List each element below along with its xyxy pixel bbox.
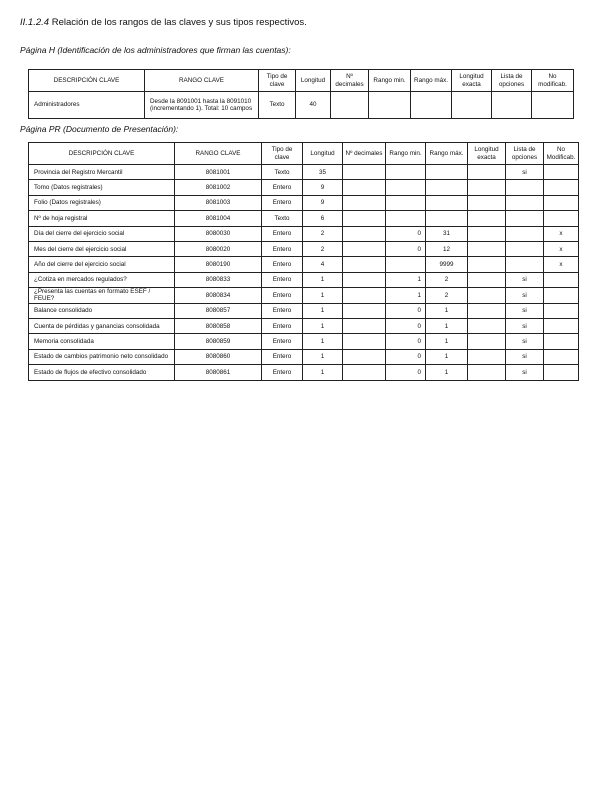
table-cell: 4 [303,257,343,272]
table-cell [386,180,426,195]
table-cell [468,180,506,195]
table-cell [544,165,579,180]
table-cell: 8080834 [175,288,262,303]
table-cell [506,226,544,241]
table-cell: 1 [426,318,468,333]
table-cell: si [506,303,544,318]
table-cell: Estado de flujos de efectivo consolidado [29,365,175,380]
table-cell: 0 [386,318,426,333]
column-header: No modificab. [532,70,574,92]
table-cell: si [506,165,544,180]
table-row [29,257,579,272]
table-cell: 35 [303,165,343,180]
column-header: Nº decimales [331,70,369,92]
table-cell: si [506,365,544,380]
table-cell: Provincia del Registro Mercantil [29,165,175,180]
table-cell: 1 [303,334,343,349]
table-cell [343,334,386,349]
page-h-caption: Página H (Identificación de los administradores que firman las cuentas): [20,45,291,55]
table-cell [426,180,468,195]
table-cell: Entero [262,226,303,241]
table-cell: 1 [303,349,343,364]
column-header: RANGO CLAVE [145,70,259,92]
table-cell [468,226,506,241]
table-header-row [29,143,579,165]
table-cell: 0 [386,365,426,380]
table-cell: 1 [303,318,343,333]
table-cell: Entero [262,257,303,272]
table-row [29,365,579,380]
table-cell: 1 [426,365,468,380]
table-cell: 1 [303,272,343,287]
table-cell [506,241,544,256]
table-cell: Nº de hoja registral [29,211,175,226]
table-cell [544,303,579,318]
table-cell [506,211,544,226]
table-cell: x [544,241,579,256]
table-row [29,272,579,287]
table-cell: 8080859 [175,334,262,349]
table-cell: 1 [386,288,426,303]
table-cell: x [544,226,579,241]
column-header: Lista de opciones [506,143,544,165]
table-cell: 8081001 [175,165,262,180]
table-cell: 0 [386,349,426,364]
table-cell [468,365,506,380]
table-cell: Entero [262,288,303,303]
table-cell [343,303,386,318]
table-row [29,226,579,241]
table-cell [343,180,386,195]
table-cell [506,195,544,210]
table-row [29,195,579,210]
table-cell: Entero [262,195,303,210]
table-cell: Año del cierre del ejercicio social [29,257,175,272]
table-cell [468,211,506,226]
table-cell: 0 [386,241,426,256]
table-cell: 0 [386,226,426,241]
table-cell [468,272,506,287]
table-cell: 9 [303,180,343,195]
table-cell: Folio (Datos registrales) [29,195,175,210]
table-cell: Balance consolidado [29,303,175,318]
table-cell: 8080861 [175,365,262,380]
section-heading [20,17,307,28]
table-cell [343,288,386,303]
table-cell: 0 [386,303,426,318]
table-cell [468,318,506,333]
table-row [29,180,579,195]
table-cell: 31 [426,226,468,241]
table-cell [468,349,506,364]
table-cell: 2 [303,241,343,256]
table-cell: si [506,318,544,333]
page-h-table [28,69,574,119]
table-cell [544,365,579,380]
table-cell [343,257,386,272]
table-cell [544,349,579,364]
table-cell: Día del cierre del ejercicio social [29,226,175,241]
table-cell [468,165,506,180]
section-title: Relación de los rangos de las claves y sus tipos respectivos. [49,17,307,28]
table-cell [468,288,506,303]
table-cell [468,334,506,349]
table-cell [544,180,579,195]
table-cell: Entero [262,349,303,364]
table-row [29,211,579,226]
table-cell: ¿Cotiza en mercados regulados? [29,272,175,287]
section-number: II.1.2.4 [20,17,50,28]
table-cell: 8080190 [175,257,262,272]
table-cell: Texto [262,211,303,226]
table-cell: 12 [426,241,468,256]
table-cell: Entero [262,365,303,380]
table-cell: Mes del cierre del ejercicio social [29,241,175,256]
table-cell: 1 [426,349,468,364]
table-cell: 9 [303,195,343,210]
column-header: Longitud [296,70,331,92]
table-cell [544,334,579,349]
table-cell: 8080020 [175,241,262,256]
table-cell [452,92,492,119]
table-cell: 1 [303,288,343,303]
table-cell: 40 [296,92,331,119]
table-row [29,241,579,256]
table-row [29,165,579,180]
table-cell [544,318,579,333]
table-cell [411,92,452,119]
table-cell: Entero [262,334,303,349]
column-header: Longitud exacta [452,70,492,92]
column-header: Longitud exacta [468,143,506,165]
table-cell [468,195,506,210]
table-cell [532,92,574,119]
table-cell: Memoria consolidada [29,334,175,349]
page-pr-table [28,142,579,381]
table-cell [343,349,386,364]
table-cell: Estado de cambios patrimonio neto consolidado [29,349,175,364]
table-cell: 8080030 [175,226,262,241]
table-cell: 0 [386,334,426,349]
column-header: Nº decimales [343,143,386,165]
table-cell: Desde la 8091001 hasta la 8091010 (incrementando 1). Total: 10 campos [145,92,259,119]
table-cell: Entero [262,272,303,287]
table-cell: si [506,288,544,303]
table-cell [468,257,506,272]
table-cell: si [506,272,544,287]
table-cell: 8081004 [175,211,262,226]
column-header: Tipo de clave [259,70,296,92]
column-header: Rango máx. [411,70,452,92]
table-cell [331,92,369,119]
table-cell: Administradores [29,92,145,119]
table-cell [506,180,544,195]
table-row [29,318,579,333]
column-header: Lista de opciones [492,70,532,92]
table-cell: x [544,257,579,272]
table-cell: 1 [386,272,426,287]
table-cell: Tomo (Datos registrales) [29,180,175,195]
table-cell: si [506,334,544,349]
table-cell [343,211,386,226]
table-cell [343,165,386,180]
column-header: Longitud [303,143,343,165]
table-cell [386,211,426,226]
table-cell: 8080833 [175,272,262,287]
table-cell [544,272,579,287]
table-cell [506,257,544,272]
table-cell [426,195,468,210]
table-cell: si [506,349,544,364]
table-cell: 8081002 [175,180,262,195]
table-cell: 2 [303,226,343,241]
table-cell [343,365,386,380]
table-cell: 8080858 [175,318,262,333]
table-cell [386,195,426,210]
table-cell: 1 [303,303,343,318]
table-cell: 2 [426,288,468,303]
table-cell: 1 [426,303,468,318]
table-cell: 8080860 [175,349,262,364]
table-header-row [29,70,574,92]
table-cell: 6 [303,211,343,226]
table-cell [544,195,579,210]
table-cell: 8081003 [175,195,262,210]
table-cell [386,257,426,272]
table-cell: 2 [426,272,468,287]
table-cell [544,211,579,226]
table-cell: ¿Presenta las cuentas en formato ESEF / FEUE? [29,288,175,303]
column-header: No Modificab. [544,143,579,165]
table-cell [343,272,386,287]
table-row [29,303,579,318]
table-cell: 9999 [426,257,468,272]
table-cell: Entero [262,303,303,318]
table-cell [544,288,579,303]
table-cell [343,195,386,210]
table-row [29,334,579,349]
table-cell [343,241,386,256]
table-cell: Texto [259,92,296,119]
table-cell [343,318,386,333]
column-header: Tipo de clave [262,143,303,165]
table-cell [343,226,386,241]
table-cell [426,211,468,226]
table-cell: Entero [262,241,303,256]
table-row [29,349,579,364]
table-cell [426,165,468,180]
page-pr-caption: Página PR (Documento de Presentación): [20,124,179,134]
column-header: DESCRIPCIÓN CLAVE [29,70,145,92]
column-header: DESCRIPCIÓN CLAVE [29,143,175,165]
table-cell: Entero [262,318,303,333]
table-cell [369,92,411,119]
table-cell [492,92,532,119]
table-cell: Texto [262,165,303,180]
column-header: Rango min. [386,143,426,165]
table-cell [386,165,426,180]
column-header: Rango máx. [426,143,468,165]
table-cell [468,303,506,318]
table-cell: Entero [262,180,303,195]
table-row [29,92,574,119]
table-cell: Cuenta de pérdidas y ganancias consolidada [29,318,175,333]
table-cell: 8080857 [175,303,262,318]
table-row [29,288,579,303]
table-cell: 1 [426,334,468,349]
table-cell [468,241,506,256]
column-header: Rango min. [369,70,411,92]
column-header: RANGO CLAVE [175,143,262,165]
table-cell: 1 [303,365,343,380]
